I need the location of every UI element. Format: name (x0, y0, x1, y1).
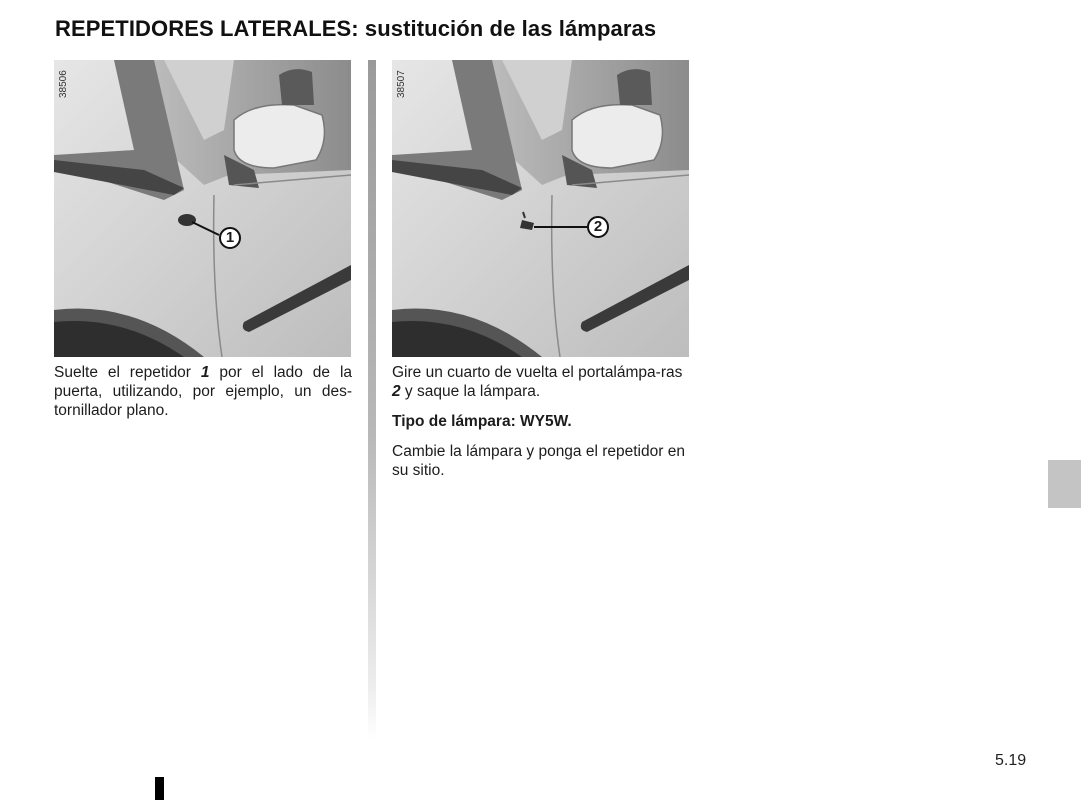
page-title: REPETIDORES LATERALES: sustitución de las lámparas (55, 16, 657, 41)
car-door-illustration (392, 60, 689, 357)
section-tab (1048, 460, 1081, 508)
text-span: y saque la lámpara. (400, 383, 541, 400)
text-span: Gire un cuarto de vuelta el portalámpa-ras (392, 364, 683, 381)
crop-mark (155, 777, 164, 800)
reference-number: 2 (392, 383, 401, 400)
callout-1: 1 (219, 227, 241, 249)
paragraph: Cambie la lámpara y ponga el repetidor en su sitio. (392, 443, 685, 479)
reference-number: 1 (200, 364, 210, 381)
page-number: 5.19 (995, 752, 1027, 769)
figure-repeater-removal (54, 60, 351, 357)
paragraph (54, 363, 352, 420)
text-span: Suelte el repetidor (54, 364, 201, 381)
paragraph (392, 363, 690, 401)
figure-code: 38506 (58, 70, 69, 98)
text-span: por el lado de la puerta, utilizando, por ejemplo, un des-tornillador plano. (54, 364, 353, 419)
car-door-illustration (54, 60, 351, 357)
instruction-step-2 (392, 363, 690, 491)
lamp-type: Tipo de lámpara: WY5W. (392, 413, 572, 430)
figure-bulb-holder (392, 60, 689, 357)
figure-code: 38507 (396, 70, 407, 98)
instruction-step-1 (54, 363, 352, 431)
column-divider (368, 60, 376, 740)
callout-2: 2 (587, 216, 609, 238)
